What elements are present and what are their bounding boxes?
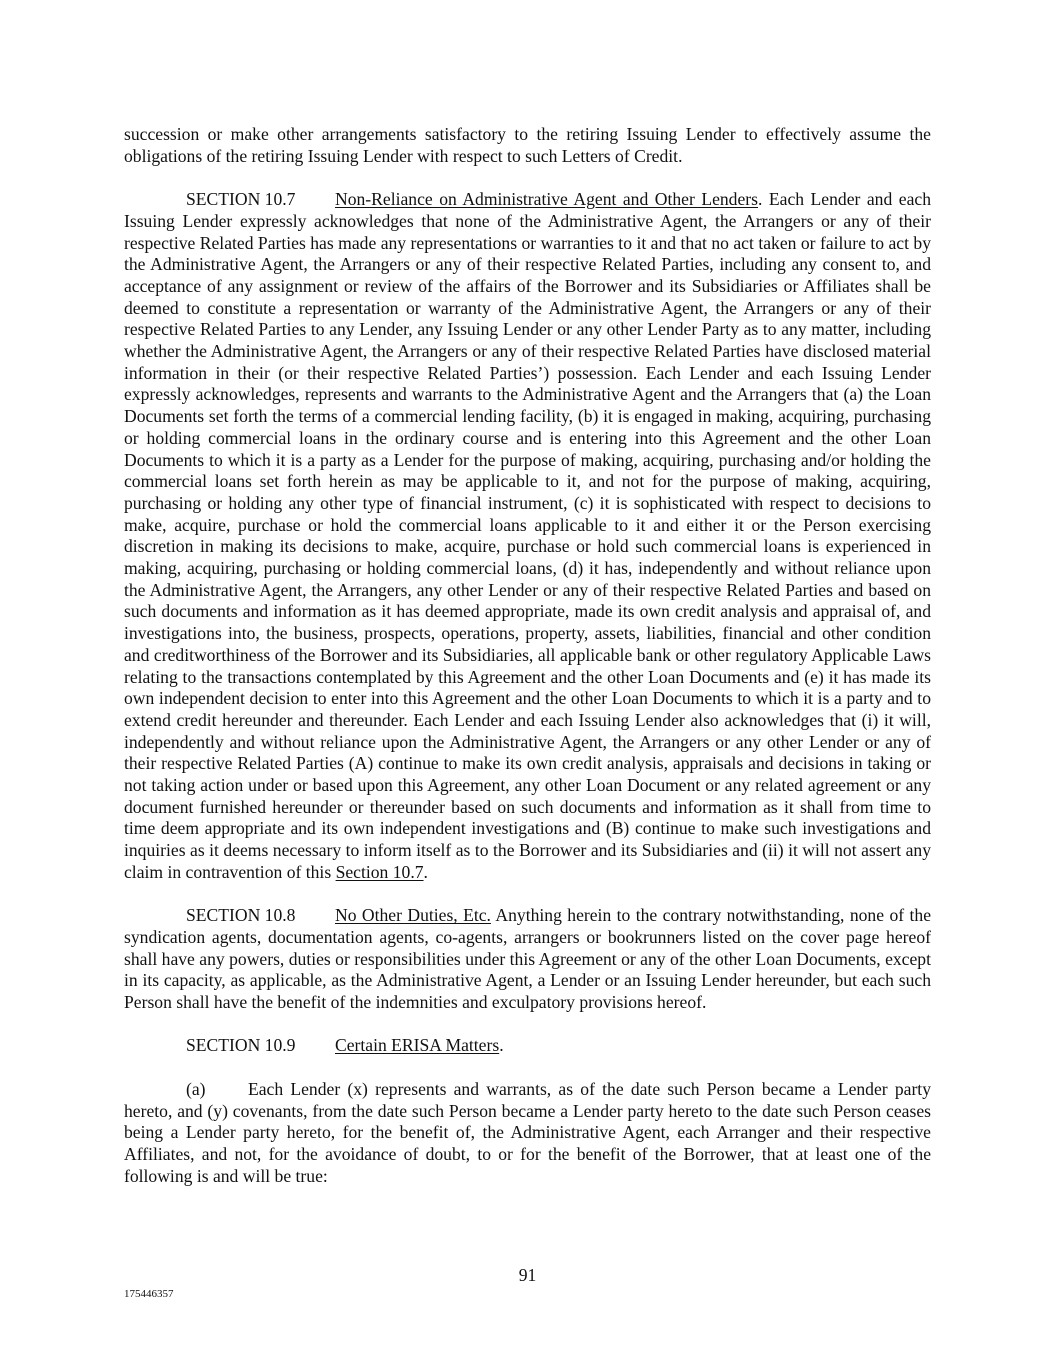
section-10-7-heading-punct: . [758, 189, 763, 210]
section-10-9-number: SECTION 10.9 [186, 1035, 296, 1056]
section-10-7-number: SECTION 10.7 [186, 189, 296, 210]
section-10-7-cross-reference: Section 10.7 [335, 861, 424, 882]
section-10-7-paragraph [124, 189, 931, 884]
section-10-8-number: SECTION 10.8 [186, 905, 296, 926]
section-10-8-heading: No Other Duties, Etc. [335, 905, 491, 926]
section-10-7-heading: Non-Reliance on Administrative Agent and Other Lenders [335, 189, 758, 210]
section-10-7-end-punct: . [423, 861, 428, 882]
clause-a-paragraph [124, 1079, 931, 1188]
continuation-paragraph [124, 124, 931, 167]
page-number: 91 [518, 1265, 537, 1285]
document-body [124, 124, 931, 1209]
continuation-text: succession or make other arrangements satisfactory to the retiring Issuing Lender to effectively assume the obligations of the retiring Issuing Lender with respect to such Letters of Credit. [124, 124, 931, 166]
section-10-9-heading-punct: . [499, 1035, 504, 1056]
document-id: 175446357 [124, 1288, 174, 1300]
clause-a-label: (a) [186, 1078, 206, 1099]
clause-a-text: Each Lender (x) represents and warrants, as of the date such Person became a Lender party hereto, and (y) covenants, from the date such Person became a Lender party hereto to the date such Person ceases being a Lender party hereto, for the benefit of, the Administrative Agent, each Arranger and their respective Affiliates, and not, for the avoidance of doubt, to or for the benefit of the Borrower, that at least one of the following is and will be true: [124, 1078, 931, 1186]
section-10-9-paragraph [124, 1035, 931, 1057]
section-10-7-body: Each Lender and each Issuing Lender expressly acknowledges that none of the Administrative Agent, the Arrangers or any of their respective Related Parties has made any representations or warranties to it and that no act taken or failure to act by the Administrative Agent, the Arrangers or any of their respective Related Parties, including any consent to, and acceptance of any assignment or review of the affairs of the Borrower and its Subsidiaries or Affiliates shall be deemed to constitute a representation or warranty of the Administrative Agent, the Arrangers or any of their respective Related Parties to any Lender, any Issuing Lender or any other Lender Party as to any matter, including whether the Administrative Agent, the Arrangers or any of their respective Related Parties have disclosed material information in their (or their respective Related Parties’) possession. Each Lender and each Issuing Lender expressly acknowledges, represents and warrants to the Administrative Agent and the Arrangers that (a) the Loan Documents set forth the terms of a commercial lending facility, (b) it is engaged in making, acquiring, purchasing or holding commercial loans in the ordinary course and is entering into this Agreement and the other Loan Documents to which it is a party as a Lender for the purpose of making, acquiring, purchasing and/or holding the commercial loans set forth herein as may be applicable to it, and not for the purpose of making, acquiring, purchasing or holding any other type of financial instrument, (c) it is sophisticated with respect to decisions to make, acquire, purchase or hold the commercial loans applicable to it and either it or the Person exercising discretion in making its decisions to make, acquire, purchase or hold such commercial loans is experienced in making, acquiring, purchasing or holding commercial loans, (d) it has, independently and without reliance upon the Administrative Agent, the Arrangers, any other Lender or any of their respective Related Parties and based on such documents and information as it has deemed appropriate, made its own credit analysis and appraisal of, and investigations into, the business, prospects, operations, property, assets, liabilities, financial and other condition and creditworthiness of the Borrower and its Subsidiaries, all applicable bank or other regulatory Applicable Laws relating to the transactions contemplated by this Agreement and the other Loan Documents and (e) it has made its own independent decision to enter into this Agreement and the other Loan Documents to which it is a party and to extend credit hereunder and thereunder. Each Lender and each Issuing Lender also acknowledges that (i) it will, independently and without reliance upon the Administrative Agent, the Arrangers or any other Lender or any of their respective Related Parties (A) continue to make its own credit analysis, appraisals and decisions in taking or not taking action under or based upon this Agreement, any other Loan Document or any related agreement or any document furnished hereunder or thereunder based on such documents and information as it shall from time to time deem appropriate and its own independent investigations and (B) continue to make such investigations and inquiries as it deems necessary to inform itself as to the Borrower and its Subsidiaries and (ii) it will not assert any claim in contravention of this [124, 189, 931, 882]
section-10-8-body: Anything herein to the contrary notwithstanding, none of the syndication agents, documentation agents, co-agents, arrangers or bookrunners listed on the cover page hereof shall have any powers, duties or responsibilities under this Agreement or any of the other Loan Documents, except in its capacity, as applicable, as the Administrative Agent, a Lender or an Issuing Lender hereunder, but each such Person shall have the benefit of the indemnities and exculpatory provisions hereof. [124, 905, 931, 1013]
section-10-9-heading: Certain ERISA Matters [335, 1035, 500, 1056]
section-10-8-paragraph [124, 905, 931, 1014]
